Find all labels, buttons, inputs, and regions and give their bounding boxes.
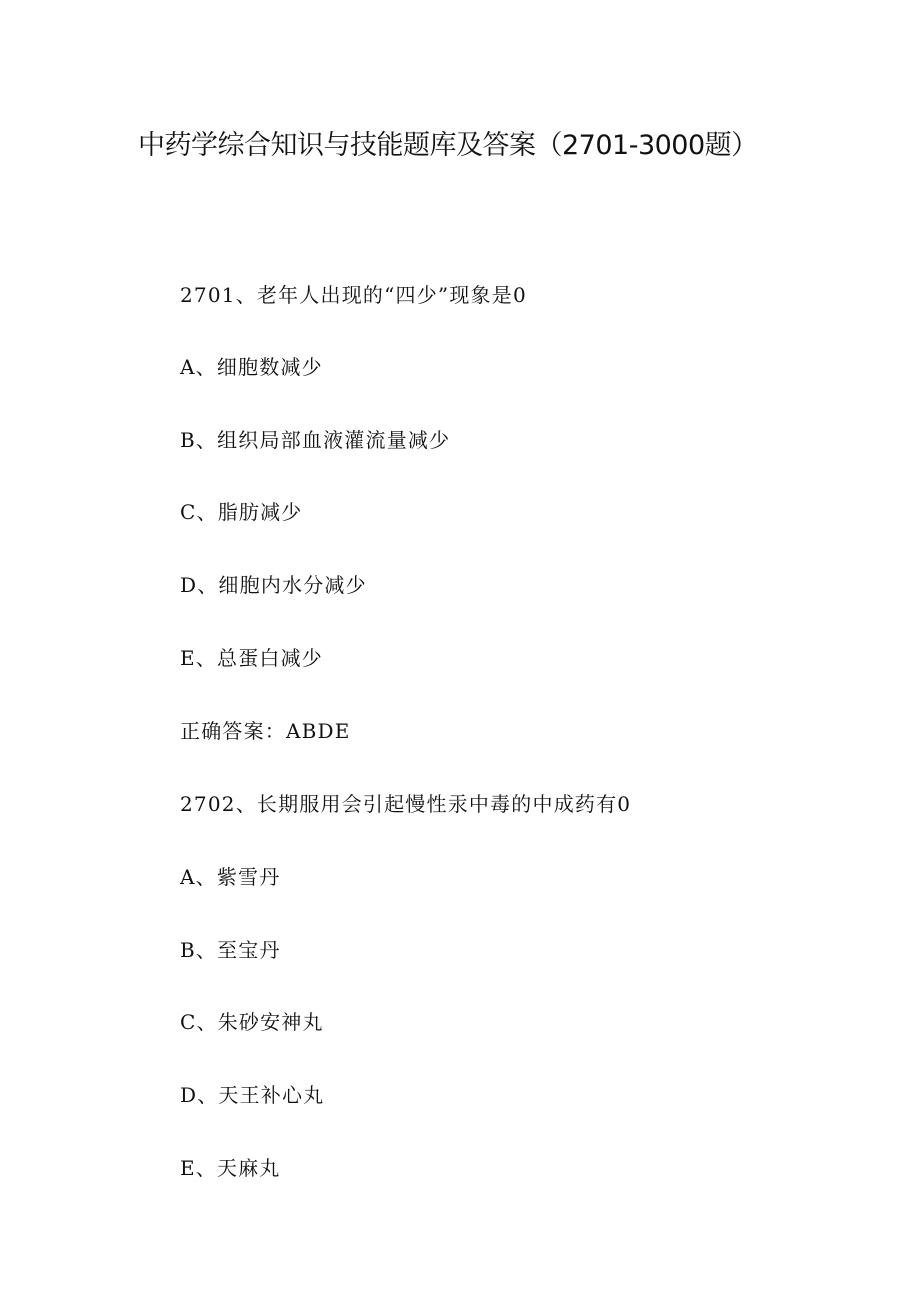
question-2701-option-c: C、脂肪减少 <box>180 500 303 524</box>
question-2701-stem: 2701、老年人出现的“四少”现象是0 <box>180 283 527 307</box>
question-2702-stem: 2702、长期服用会引起慢性汞中毒的中成药有0 <box>180 792 632 816</box>
question-2701-option-d: D、细胞内水分减少 <box>180 573 367 597</box>
question-2702-option-b: B、至宝丹 <box>180 938 281 962</box>
question-2702-option-e: E、天麻丸 <box>180 1156 281 1180</box>
question-2701-option-e: E、总蛋白减少 <box>180 646 323 670</box>
question-2702-option-d: D、天王补心丸 <box>180 1083 325 1107</box>
question-2701-option-b: B、组织局部血液灌流量减少 <box>180 428 451 452</box>
question-2701-option-a: A、细胞数减少 <box>180 355 323 379</box>
question-2701-answer: 正确答案：ABDE <box>180 719 351 743</box>
document-title: 中药学综合知识与技能题库及答案（2701-3000题） <box>138 130 758 161</box>
question-2702-option-c: C、朱砂安神丸 <box>180 1010 324 1034</box>
question-2702-option-a: A、紫雪丹 <box>180 865 281 889</box>
